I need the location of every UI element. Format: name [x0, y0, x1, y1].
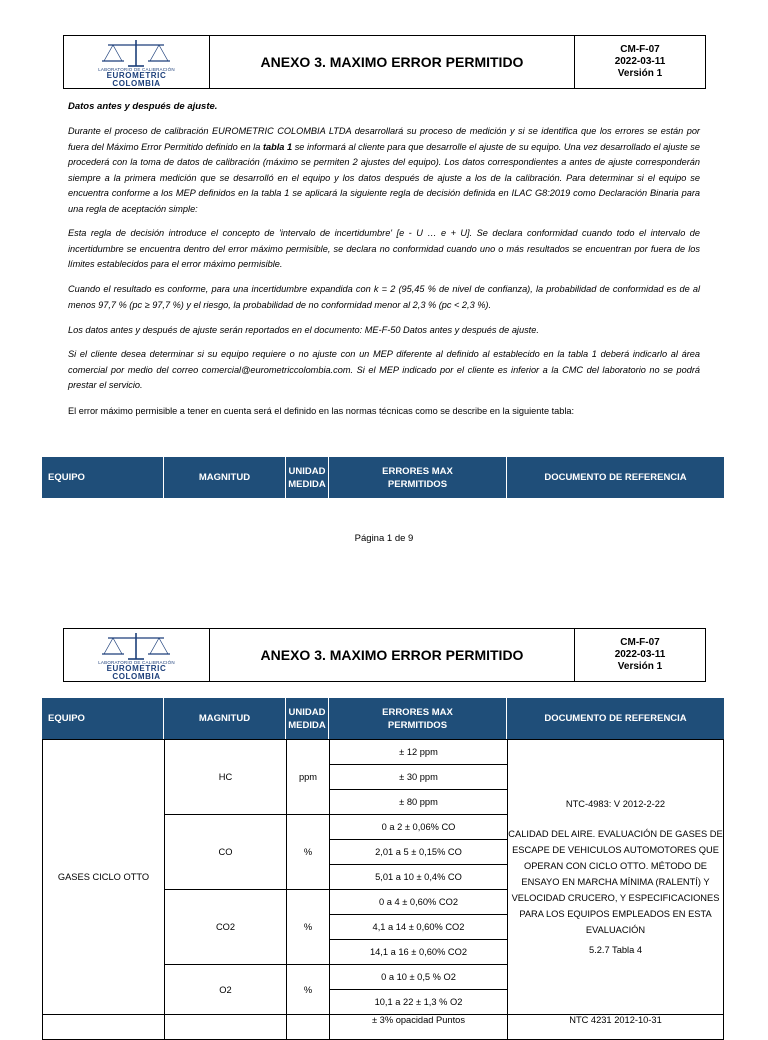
reference-table: 5.2.7 Tabla 4 — [588, 945, 643, 955]
paragraph-text: se informará al cliente para que desarrolle el ajuste de su equipo. Una vez desarrollado el ajuste se procederá con la toma de datos de calibración (máximo se permiten 2 ajustes del equipo). Los datos correspondientes a antes de ajuste corresponderán siempre a la primera medición que se desarrolló en el equipo y los datos después de ajuste a los de la calibración. Para determinar si el equipo se encuentra conforme a los MEP definidos en la tabla 1 se aplicará la siguiente regla de decisión definida en ILAC G8:2019 como Declaración Binaria para una regla de aceptación simple: — [68, 141, 700, 214]
paragraph-adjustment-process — [68, 124, 700, 217]
paragraph-text: Durante el proceso de calibración EUROMETRIC COLOMBIA LTDA desarrollará su proceso de medición y si se identifica que los errores se están por fuera del Máximo Error Permitido definido en la — [68, 126, 700, 152]
column-errores — [329, 698, 507, 739]
document-meta — [575, 629, 705, 681]
logo-lab-text: LABORATORIO DE CALIBRACIÓN — [98, 660, 175, 665]
cell-unidad: % — [287, 965, 330, 1015]
document-version: Versión 1 — [617, 68, 663, 79]
cell-equipo: GASES CICLO OTTO — [43, 740, 165, 1015]
column-documento: DOCUMENTO DE REFERENCIA — [544, 713, 687, 724]
column-errores-line1: ERRORES MAX — [382, 706, 453, 718]
cell-unidad — [287, 1015, 330, 1040]
document-meta — [575, 36, 705, 88]
cell-error: ± 30 ppm — [330, 765, 508, 790]
column-errores — [329, 457, 507, 498]
document-title: ANEXO 3. MAXIMO ERROR PERMITIDO — [210, 629, 575, 681]
logo-brand-line1: EUROMETRIC — [106, 664, 167, 673]
cell-unidad: % — [287, 890, 330, 965]
section-title: Datos antes y después de ajuste. — [68, 101, 218, 112]
scale-logo-icon — [100, 632, 172, 662]
cell-magnitud — [165, 1015, 287, 1040]
column-magnitud: MAGNITUD — [164, 698, 286, 739]
cell-error: ± 80 ppm — [330, 790, 508, 815]
document-date: 2022-03-11 — [614, 56, 666, 67]
table-row — [43, 1015, 724, 1040]
cell-unidad: % — [287, 815, 330, 890]
company-logo — [64, 629, 210, 681]
cell-error: 5,01 a 10 ± 0,4% CO — [330, 865, 508, 890]
paragraph-client-mep: Si el cliente desea determinar si su equipo requiere o no ajuste con un MEP diferente al definido al establecido en la tabla 1 deberá indicarlo al área comercial por medio del correo comercial@eurometriccolombia.com. Si el MEP indicado por el cliente es inferior a la CMC del laboratorio no se podrá prestar el servicio. — [68, 349, 700, 390]
paragraph-report-document: Los datos antes y después de ajuste serán reportados en el documento: ME-F-50 Datos antes y después de ajuste. — [68, 325, 539, 335]
paragraph-conformity: Cuando el resultado es conforme, para una incertidumbre expandida con k = 2 (95,45 % de nivel de confianza), la probabilidad de conformidad es de al menos 97,7 % (pc ≥ 97,7 %) y el riesgo, la probabilidad de no conformidad menor al 2,3 % (pc < 2,3 %). — [68, 284, 700, 310]
paragraph-table-intro: El error máximo permisible a tener en cuenta será el definido en las normas técnicas como se describe en la siguiente tabla: — [68, 406, 575, 416]
column-unidad-line1: UNIDAD — [288, 706, 326, 718]
cell-error: 0 a 10 ± 0,5 % O2 — [330, 965, 508, 990]
cell-magnitud: CO2 — [165, 890, 287, 965]
document-date: 2022-03-11 — [614, 649, 666, 660]
column-magnitud: MAGNITUD — [164, 457, 286, 498]
cell-error: 14,1 a 16 ± 0,60% CO2 — [330, 940, 508, 965]
logo-brand-line2: COLOMBIA — [112, 672, 161, 681]
scale-logo-icon — [100, 39, 172, 69]
cell-documento — [508, 740, 724, 1015]
column-unidad-line2: MEDIDA — [288, 719, 326, 731]
document-title: ANEXO 3. MAXIMO ERROR PERMITIDO — [210, 36, 575, 88]
cell-equipo — [43, 1015, 165, 1040]
column-errores-line2: PERMITIDOS — [387, 719, 448, 731]
column-errores-line1: ERRORES MAX — [382, 465, 453, 477]
cell-documento: NTC 4231 2012-10-31 — [508, 1015, 724, 1040]
cell-error: 0 a 2 ± 0,06% CO — [330, 815, 508, 840]
column-unidad-line2: MEDIDA — [288, 478, 326, 490]
table-row — [43, 740, 724, 765]
logo-brand-line2: COLOMBIA — [112, 79, 161, 88]
mep-table — [42, 739, 724, 1040]
cell-unidad: ppm — [287, 740, 330, 815]
page2-header — [63, 628, 706, 682]
cell-error: 2,01 a 5 ± 0,15% CO — [330, 840, 508, 865]
cell-magnitud: HC — [165, 740, 287, 815]
page1-header — [63, 35, 706, 89]
document-code: CM-F-07 — [620, 44, 660, 55]
document-version: Versión 1 — [617, 661, 663, 672]
column-equipo: EQUIPO — [42, 457, 164, 498]
column-unidad — [286, 457, 329, 498]
cell-magnitud: CO — [165, 815, 287, 890]
reference-description: CALIDAD DEL AIRE. EVALUACIÓN DE GASES DE ESCAPE DE VEHICULOS AUTOMOTORES QUE OPERAN CON CICLO OTTO. MÉTODO DE ENSAYO EN MARCHA MÍNIMA (RALENTÍ) Y VELOCIDAD CRUCERO, Y ESPECIFICACIONES PARA LOS EQUIPOS EMPLEADOS EN ESTA EVALUACIÓN — [508, 829, 723, 935]
logo-lab-text: LABORATORIO DE CALIBRACIÓN — [98, 67, 175, 72]
table-header-page1 — [42, 457, 724, 498]
cell-error: ± 12 ppm — [330, 740, 508, 765]
reference-norma: NTC-4983: V 2012-2-22 — [565, 799, 666, 809]
logo-brand — [64, 72, 209, 88]
logo-brand-line1: EUROMETRIC — [106, 71, 167, 80]
cell-error: 10,1 a 22 ± 1,3 % O2 — [330, 990, 508, 1015]
company-logo — [64, 36, 210, 88]
cell-error: ± 3% opacidad Puntos — [330, 1015, 508, 1040]
logo-brand — [64, 665, 209, 681]
paragraph-decision-rule: Esta regla de decisión introduce el concepto de 'intervalo de incertidumbre' [e - U … e + U]. Se declara conformidad cuando todo el intervalo de incertidumbre se encuentra dentro del error máximo permisible, se declara no conformidad cuando uno o más resultados se encuentran por fuera de los límites establecidos para el error máximo permisible. — [68, 228, 700, 269]
column-documento: DOCUMENTO DE REFERENCIA — [544, 472, 687, 483]
document-code: CM-F-07 — [620, 637, 660, 648]
column-errores-line2: PERMITIDOS — [387, 478, 448, 490]
column-unidad-line1: UNIDAD — [288, 465, 326, 477]
table-header-page2 — [42, 698, 724, 739]
cell-error: 4,1 a 14 ± 0,60% CO2 — [330, 915, 508, 940]
column-equipo: EQUIPO — [42, 698, 164, 739]
table-reference-bold: tabla 1 — [262, 141, 293, 152]
column-unidad — [286, 698, 329, 739]
cell-error: 0 a 4 ± 0,60% CO2 — [330, 890, 508, 915]
page-number: Página 1 de 9 — [354, 533, 414, 544]
cell-magnitud: O2 — [165, 965, 287, 1015]
